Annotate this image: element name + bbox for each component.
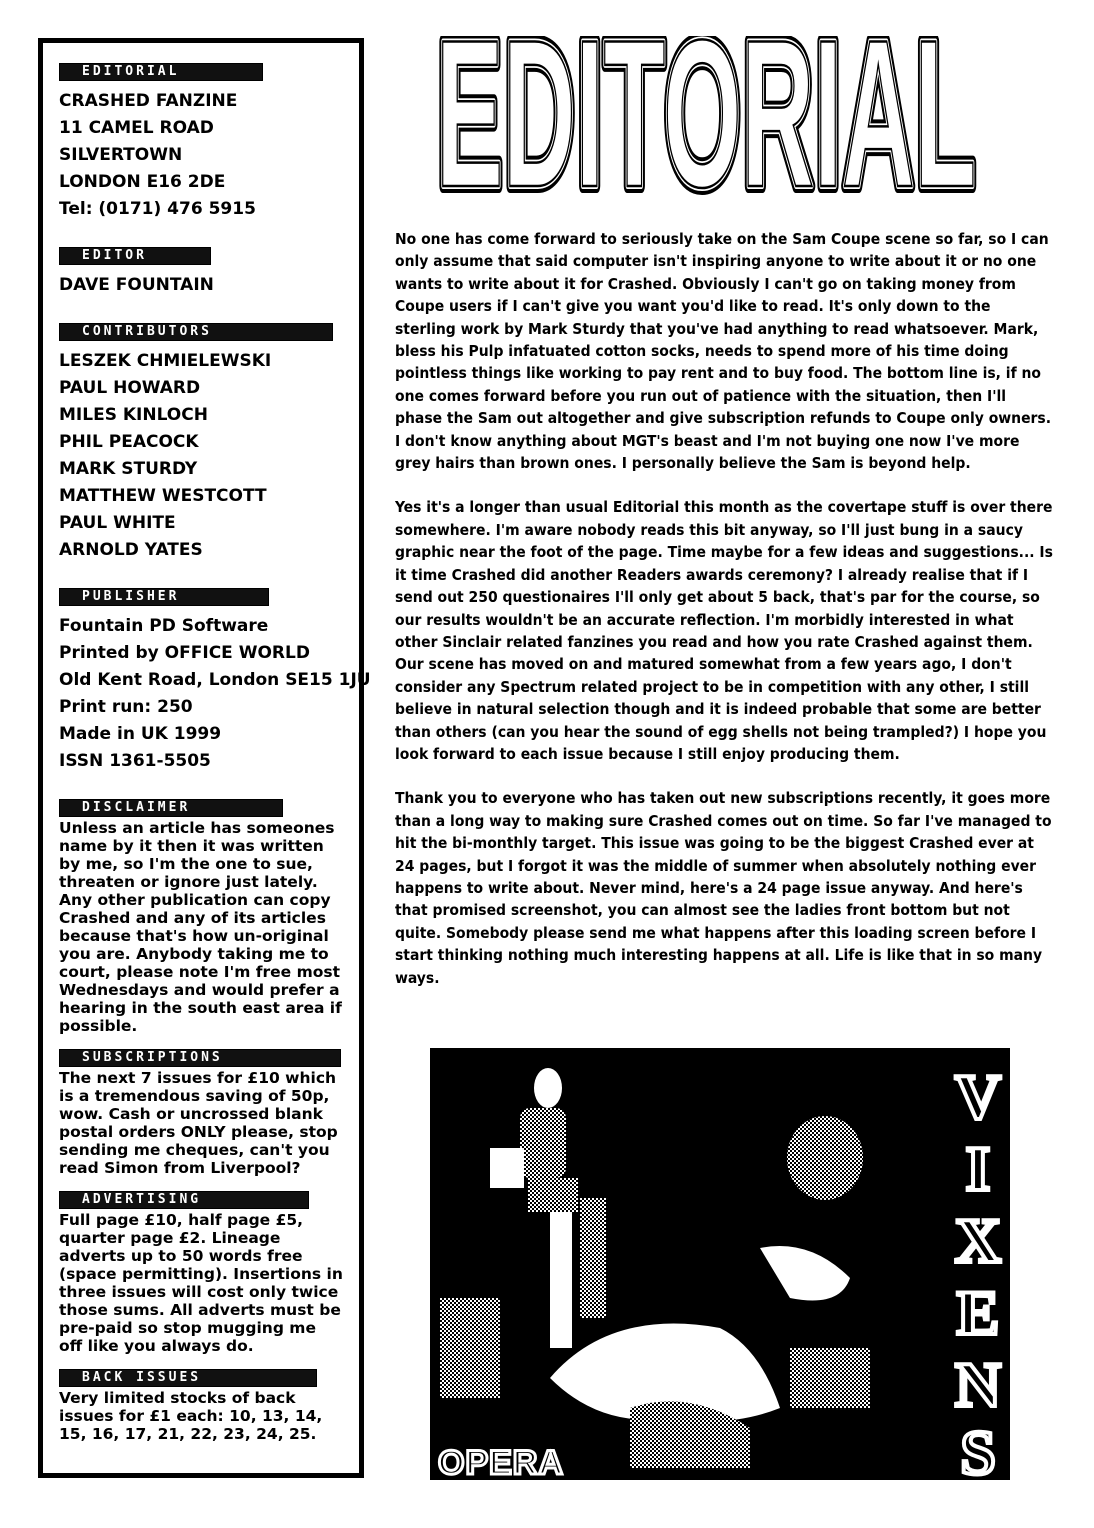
section-heading-publisher: PUBLISHER bbox=[59, 588, 269, 606]
title-shadow: EDITORIAL bbox=[436, 36, 976, 196]
publisher-line: Old Kent Road, London SE15 1JU bbox=[59, 670, 371, 690]
contributor-name: PAUL WHITE bbox=[59, 513, 176, 533]
contributors-list bbox=[59, 348, 343, 564]
vixens-vertical-title bbox=[955, 1061, 1001, 1480]
loading-screen-graphic bbox=[430, 1048, 1010, 1480]
editorial-address bbox=[59, 88, 343, 223]
disclaimer-text: Unless an article has someones name by it then it was written by me, so I'm the one to sue, threaten or ignore just lately. Any other publication can copy Crashed and any of its articles because that's how un-original you are. Anybody taking me to court, please note I'm free most Wednesdays and would prefer a hearing in the south east area if possible. bbox=[59, 819, 342, 1035]
body-paragraph: No one has come forward to seriously take on the Sam Coupe scene so far, so I can only assume that said computer isn't inspiring anyone to write about it or no one wants to write about it for Crashed. Obviously I can't go on taking money from Coupe users if I can't give you want you'd like to read. It's only down to the sterling work by Mark Sturdy that you've had anything to read whatsoever. Mark, bless his Pulp infatuated cotton socks, needs to spend more of his time doing pointless things like working to pay rent and to buy food. The bottom line is, if no one comes forward before you run out of patience with the situation, then I'll phase the Sam out altogether and give subscription refunds to Coupe only owners. I don't know anything about MGT's beast and I'm not buying one now I've more grey hairs than brown ones. I personally believe the Sam is beyond help. bbox=[395, 230, 1052, 473]
contributor-name: LESZEK CHMIELEWSKI bbox=[59, 351, 272, 371]
section-heading-contributors: CONTRIBUTORS bbox=[59, 323, 333, 341]
publisher-line: Made in UK 1999 bbox=[59, 724, 222, 744]
editorial-body bbox=[395, 228, 1055, 1011]
sidebar-panel bbox=[38, 38, 371, 1478]
section-heading-back-issues: BACK ISSUES bbox=[59, 1369, 317, 1387]
title-letter: V bbox=[954, 1061, 1002, 1132]
lower-scene bbox=[440, 1246, 870, 1468]
editorial-title bbox=[432, 36, 980, 196]
publisher-info bbox=[59, 613, 371, 775]
editor-name: DAVE FOUNTAIN bbox=[59, 275, 214, 295]
contributor-name: MILES KINLOCH bbox=[59, 405, 208, 425]
title-letter: I bbox=[965, 1133, 991, 1204]
back-issues-text: Very limited stocks of back issues for £1 each: 10, 13, 14, 15, 16, 17, 21, 22, 23, 24, 25. bbox=[59, 1389, 323, 1443]
standing-figure bbox=[490, 1068, 606, 1348]
telephone-line: Tel: (0171) 476 5915 bbox=[59, 199, 256, 219]
address-line: 11 CAMEL ROAD bbox=[59, 118, 214, 138]
publisher-line: ISSN 1361-5505 bbox=[59, 751, 211, 771]
loading-screen-image bbox=[430, 1048, 1010, 1480]
title-letter: N bbox=[954, 1349, 1002, 1420]
subscriptions-text: The next 7 issues for £10 which is a tremendous saving of 50p, wow. Cash or uncrossed blank postal orders ONLY please, stop sending me cheques, can't you read Simon from Liverpool? bbox=[59, 1069, 338, 1177]
body-paragraph: Thank you to everyone who has taken out new subscriptions recently, it goes more than a long way to making sure Crashed comes out on time. So far I've managed to hit the bi-monthly target. This issue was going to be the biggest Crashed ever at 24 pages, but I forgot it was the middle of summer when absolutely nothing ever happens to write about. Never mind, here's a 24 page issue anyway. And here's that promised screenshot, you can almost see the ladies front bottom but not quite. Somebody please send me what happens after this loading screen before I start thinking nothing much interesting happens at all. Life is like that in so many ways. bbox=[395, 789, 1052, 987]
title-letter: E bbox=[956, 1277, 1000, 1348]
dithered-blob bbox=[787, 1116, 863, 1200]
section-heading-advertising: ADVERTISING bbox=[59, 1191, 309, 1209]
title-letter: S bbox=[960, 1417, 996, 1480]
contributor-name: PHIL PEACOCK bbox=[59, 432, 199, 452]
section-heading-disclaimer: DISCLAIMER bbox=[59, 799, 283, 817]
contributor-name: MARK STURDY bbox=[59, 459, 198, 479]
publisher-line: Fountain PD Software bbox=[59, 616, 269, 636]
title-inner-outline: EDITORIAL bbox=[436, 36, 976, 196]
address-line: SILVERTOWN bbox=[59, 145, 183, 165]
address-line: LONDON E16 2DE bbox=[59, 172, 226, 192]
editorial-title-graphic bbox=[432, 36, 980, 196]
advertising-text: Full page £10, half page £5, quarter page £2. Lineage adverts up to 50 words free (space permitting). Insertions in three issues will cost only twice those sums. All adverts must be pre-paid so stop mugging me off like you always do. bbox=[59, 1211, 343, 1355]
body-paragraph: Yes it's a longer than usual Editorial this month as the covertape stuff is over there somewhere. I'm aware nobody reads this bit anyway, so I'll just bung in a saucy graphic near the foot of the page. Time maybe for a few ideas and suggestions... Is it time Crashed did another Readers awards ceremony? I already realise that if I send out 250 questionaires I'll only get about 5 back, that's par for the course, so our results wouldn't be an accurate reflection. I'm morbidly interested in what other Sinclair related fanzines you read and how you rate Crashed against them. Our scene has moved on and matured somewhat from a few years ago, I don't consider any Spectrum related project to be in competition with any other, I still believe in natural selection though and it is indeed probable that some are better than others (can you hear the sound of egg shells not being trampled?) I hope you look forward to each issue because I still enjoy producing them. bbox=[395, 498, 1053, 763]
contributor-name: MATTHEW WESTCOTT bbox=[59, 486, 267, 506]
contributor-name: PAUL HOWARD bbox=[59, 378, 201, 398]
publisher-line: Print run: 250 bbox=[59, 697, 193, 717]
section-heading-editorial: EDITORIAL bbox=[59, 63, 263, 81]
section-heading-subscriptions: SUBSCRIPTIONS bbox=[59, 1049, 341, 1067]
title-letter: X bbox=[954, 1205, 1002, 1276]
title-face: EDITORIAL bbox=[436, 36, 976, 196]
section-heading-editor: EDITOR bbox=[59, 247, 211, 265]
address-line: CRASHED FANZINE bbox=[59, 91, 238, 111]
publisher-line: Printed by OFFICE WORLD bbox=[59, 643, 310, 663]
opera-logo: OPERA bbox=[438, 1444, 564, 1480]
contributor-name: ARNOLD YATES bbox=[59, 540, 203, 560]
